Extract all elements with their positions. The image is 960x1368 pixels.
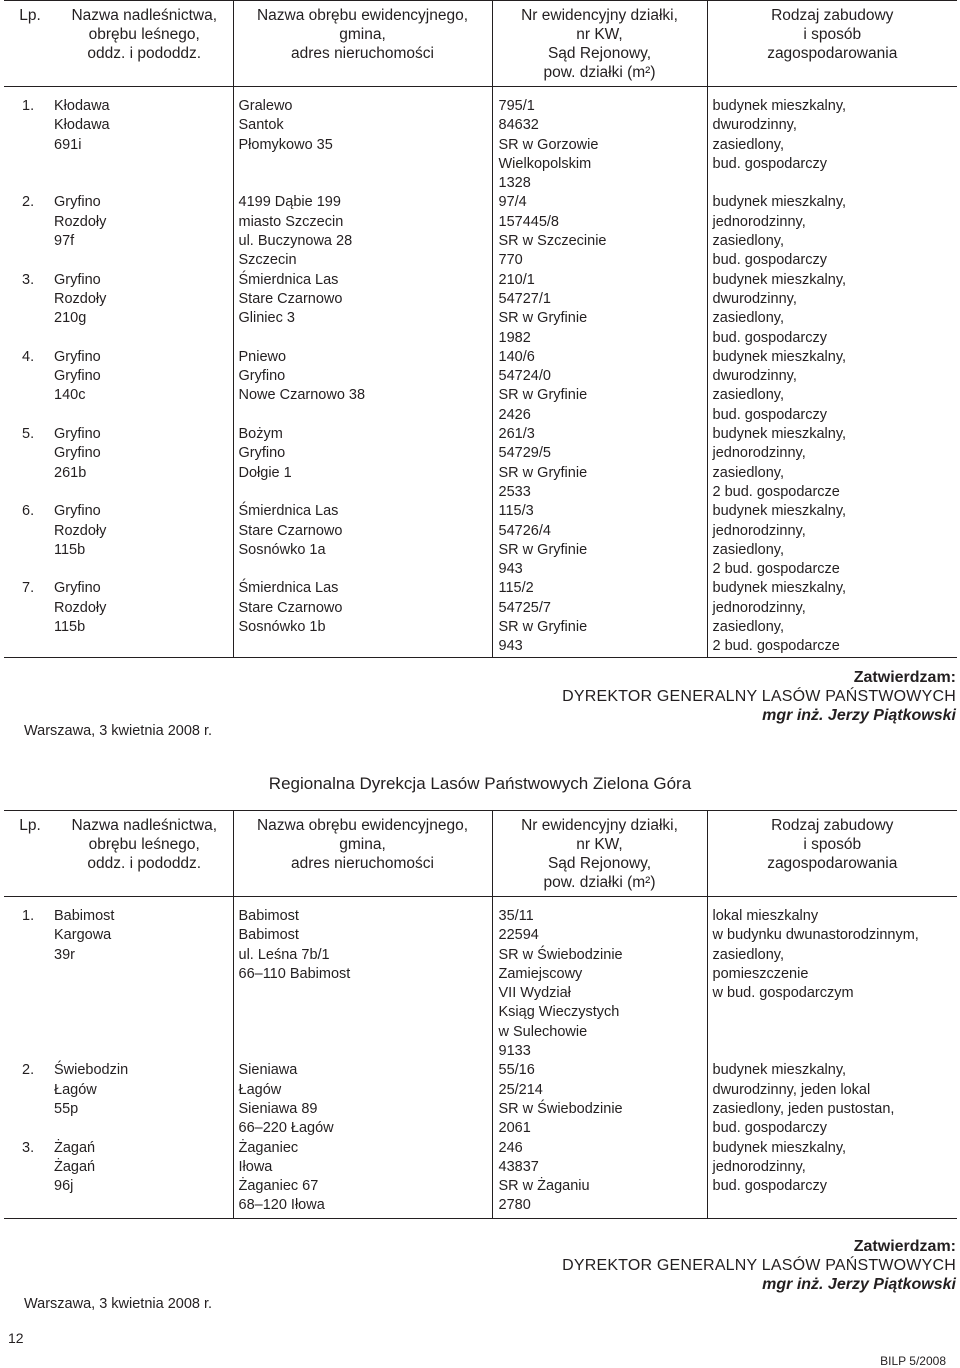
cell-line: Rozdoły: [54, 599, 107, 616]
cell-rodzaj-zabudowy: [707, 425, 957, 502]
row-number: 2.: [22, 1062, 35, 1079]
cell-line: Dołgie 1: [238, 464, 292, 481]
table-row: [4, 1061, 957, 1138]
table-row: [4, 502, 957, 579]
header-line: obrębu leśnego,: [88, 26, 200, 43]
cell-line: 115/3: [498, 503, 534, 520]
row-number: 2.: [22, 194, 35, 211]
cell-line: SR w Świebodzinie: [498, 1100, 623, 1117]
cell-lp: [4, 1139, 56, 1219]
cell-line: Sosnówko 1b: [238, 619, 326, 636]
header-line: pow. działki (m²): [543, 874, 656, 891]
date-place-1: Warszawa, 3 kwietnia 2008 r.: [24, 723, 213, 739]
cell-line: Żagań: [54, 1139, 96, 1156]
cell-line: pomieszczenie: [712, 965, 809, 982]
cell-line: SR w Gryfinie: [498, 619, 588, 636]
cell-line: Gryfino: [238, 368, 286, 385]
header-line: nr KW,: [576, 26, 623, 43]
cell-nadlesnictwo: [56, 897, 233, 1062]
cell-line: Bożym: [238, 426, 283, 443]
cell-lp: [4, 87, 56, 194]
header-line: Nr ewidencyjny działki,: [521, 817, 678, 834]
cell-line: jednorodzinny,: [712, 599, 806, 616]
cell-nadlesnictwo: [56, 87, 233, 194]
header-obreb: [233, 811, 492, 897]
row-number: 6.: [22, 503, 35, 520]
cell-line: budynek mieszkalny,: [712, 194, 847, 211]
property-table-1: [4, 0, 957, 658]
cell-line: zasiedlony,: [712, 310, 784, 327]
cell-nr-dzialki: [492, 271, 707, 348]
cell-line: miasto Szczecin: [238, 213, 344, 230]
cell-line: Śmierdnica Las: [238, 580, 339, 597]
cell-line: jednorodzinny,: [712, 522, 806, 539]
cell-line: SR w Gryfinie: [498, 464, 588, 481]
cell-line: ul. Leśna 7b/1: [238, 946, 330, 963]
cell-line: 54729/5: [498, 445, 551, 462]
cell-nr-dzialki: [492, 897, 707, 1062]
cell-obreb: [233, 271, 492, 348]
footer-issue: BILP 5/2008: [880, 1354, 946, 1368]
cell-line: zasiedlony,: [712, 233, 784, 250]
cell-nadlesnictwo: [56, 1139, 233, 1219]
cell-line: Łagów: [238, 1081, 282, 1098]
cell-line: 2780: [498, 1197, 531, 1214]
approval-signatory: mgr inż. Jerzy Piątkowski: [762, 707, 956, 724]
approval-block-1: [562, 668, 956, 725]
cell-line: Gryfino: [54, 445, 101, 462]
table-row: [4, 425, 957, 502]
cell-line: Stare Czarnowo: [238, 599, 343, 616]
header-line: Nazwa nadleśnictwa,: [71, 817, 218, 834]
cell-nr-dzialki: [492, 193, 707, 270]
cell-nr-dzialki: [492, 87, 707, 194]
cell-nadlesnictwo: [56, 425, 233, 502]
cell-line: budynek mieszkalny,: [712, 1139, 847, 1156]
cell-line: Gryfino: [238, 445, 286, 462]
cell-rodzaj-zabudowy: [707, 193, 957, 270]
cell-line: Iłowa: [238, 1158, 273, 1175]
header-obreb: [233, 1, 492, 87]
table-row: [4, 271, 957, 348]
cell-lp: [4, 425, 56, 502]
cell-line: Kłodawa: [54, 117, 110, 134]
cell-line: Płomykowo 35: [238, 136, 333, 153]
cell-line: Gryfino: [54, 348, 101, 365]
cell-nadlesnictwo: [56, 193, 233, 270]
cell-line: 66–220 Łagów: [238, 1120, 334, 1137]
approval-label: Zatwierdzam:: [853, 669, 956, 686]
header-line: zagospodarowania: [767, 855, 898, 872]
cell-line: bud. gospodarczy: [712, 329, 827, 346]
table-row: [4, 579, 957, 657]
cell-line: dwurodzinny,: [712, 290, 797, 307]
table-row: [4, 193, 957, 270]
cell-line: SR w Żaganiu: [498, 1178, 590, 1195]
cell-line: Santok: [238, 117, 284, 134]
cell-line: Gliniec 3: [238, 310, 295, 327]
header-lp: [4, 811, 56, 897]
cell-line: Kargowa: [54, 927, 112, 944]
cell-line: 261/3: [498, 426, 535, 443]
cell-line: 210g: [54, 310, 87, 327]
cell-line: Łagów: [54, 1081, 97, 1098]
cell-line: Gryfino: [54, 368, 101, 385]
header-line: i sposób: [803, 836, 862, 853]
cell-line: budynek mieszkalny,: [712, 98, 847, 114]
cell-lp: [4, 897, 56, 1062]
cell-obreb: [233, 87, 492, 194]
cell-line: Sosnówko 1a: [238, 541, 326, 558]
cell-line: 4199 Dąbie 199: [238, 194, 341, 211]
cell-line: SR w Świebodzinie: [498, 946, 623, 963]
cell-lp: [4, 271, 56, 348]
header-line: nr KW,: [576, 836, 623, 853]
cell-nadlesnictwo: [56, 348, 233, 425]
header-nadlesnictwo: [56, 811, 233, 897]
cell-obreb: [233, 502, 492, 579]
cell-nr-dzialki: [492, 348, 707, 425]
cell-line: 210/1: [498, 271, 535, 288]
header-line: Sąd Rejonowy,: [547, 45, 652, 62]
cell-obreb: [233, 193, 492, 270]
cell-line: Sieniawa 89: [238, 1100, 318, 1117]
cell-line: 43837: [498, 1158, 539, 1175]
header-rodzaj: [707, 811, 957, 897]
cell-nadlesnictwo: [56, 502, 233, 579]
cell-line: 115b: [54, 619, 86, 636]
cell-line: 770: [498, 252, 523, 269]
cell-line: 140c: [54, 387, 86, 404]
cell-line: SR w Gryfinie: [498, 310, 588, 327]
property-table-2: [4, 810, 957, 1219]
cell-line: 157445/8: [498, 213, 559, 230]
row-number: 1.: [22, 98, 35, 114]
cell-line: Gryfino: [54, 580, 101, 597]
cell-line: Zamiejscowy: [498, 965, 583, 982]
cell-line: 97f: [54, 233, 75, 250]
cell-line: ul. Buczynowa 28: [238, 233, 353, 250]
cell-rodzaj-zabudowy: [707, 897, 957, 1062]
header-nadlesnictwo: [56, 1, 233, 87]
cell-line: budynek mieszkalny,: [712, 1062, 847, 1079]
header-line: Rodzaj zabudowy: [771, 817, 894, 834]
cell-rodzaj-zabudowy: [707, 271, 957, 348]
cell-line: bud. gospodarczy: [712, 155, 827, 172]
cell-obreb: [233, 425, 492, 502]
cell-line: SR w Gryfinie: [498, 387, 588, 404]
cell-nr-dzialki: [492, 1061, 707, 1138]
header-nr: [492, 811, 707, 897]
row-number: 5.: [22, 426, 35, 443]
cell-line: w bud. gospodarczym: [712, 985, 854, 1002]
cell-line: SR w Gryfinie: [498, 541, 588, 558]
cell-line: zasiedlony,: [712, 464, 784, 481]
cell-line: 54726/4: [498, 522, 551, 539]
cell-rodzaj-zabudowy: [707, 348, 957, 425]
cell-line: 2 bud. gospodarcze: [712, 561, 840, 578]
cell-line: 68–120 Iłowa: [238, 1197, 325, 1214]
cell-line: Gryfino: [54, 271, 101, 288]
cell-nadlesnictwo: [56, 271, 233, 348]
cell-line: Sieniawa: [238, 1062, 298, 1079]
cell-line: zasiedlony,: [712, 136, 784, 153]
cell-line: 55p: [54, 1100, 79, 1117]
header-line: Nazwa obrębu ewidencyjnego,: [256, 817, 469, 834]
cell-line: 25/214: [498, 1081, 543, 1098]
cell-line: budynek mieszkalny,: [712, 503, 847, 520]
cell-line: 39r: [54, 946, 75, 963]
cell-line: 261b: [54, 464, 87, 481]
header-line: gmina,: [339, 26, 386, 43]
cell-obreb: [233, 1061, 492, 1138]
header-lp: [4, 1, 56, 87]
cell-line: 115b: [54, 541, 86, 558]
cell-line: Gryfino: [54, 194, 101, 211]
cell-line: budynek mieszkalny,: [712, 580, 847, 597]
cell-line: bud. gospodarczy: [712, 1120, 827, 1137]
date-place-2: Warszawa, 3 kwietnia 2008 r.: [24, 1296, 213, 1312]
page-number: 12: [8, 1330, 24, 1346]
approval-director: DYREKTOR GENERALNY LASÓW PAŃSTWOWYCH: [562, 688, 956, 705]
row-number: 3.: [22, 271, 35, 288]
row-number: 7.: [22, 580, 35, 597]
cell-lp: [4, 1061, 56, 1138]
cell-line: budynek mieszkalny,: [712, 426, 847, 443]
cell-lp: [4, 579, 56, 657]
cell-line: 84632: [498, 117, 539, 134]
cell-line: Rozdoły: [54, 213, 107, 230]
cell-line: Śmierdnica Las: [238, 271, 339, 288]
header-line: adres nieruchomości: [290, 855, 434, 872]
approval-block-2: [562, 1237, 956, 1294]
cell-line: Gralewo: [238, 98, 293, 114]
cell-obreb: [233, 348, 492, 425]
header-line: Rodzaj zabudowy: [771, 7, 894, 24]
cell-obreb: [233, 897, 492, 1062]
section-title: Regionalna Dyrekcja Lasów Państwowych Zielona Góra: [268, 774, 692, 793]
cell-line: 1982: [498, 329, 531, 346]
approval-signatory: mgr inż. Jerzy Piątkowski: [762, 1276, 956, 1293]
cell-line: w Sulechowie: [498, 1023, 588, 1040]
cell-line: 35/11: [498, 908, 534, 924]
header-line: Nr ewidencyjny działki,: [521, 7, 678, 24]
cell-line: 2 bud. gospodarcze: [712, 638, 840, 655]
cell-line: budynek mieszkalny,: [712, 271, 847, 288]
cell-line: Żagań: [54, 1158, 96, 1175]
cell-line: Nowe Czarnowo 38: [238, 387, 366, 404]
cell-line: zasiedlony,: [712, 946, 784, 963]
cell-rodzaj-zabudowy: [707, 87, 957, 194]
cell-rodzaj-zabudowy: [707, 502, 957, 579]
cell-rodzaj-zabudowy: [707, 1061, 957, 1138]
header-line: adres nieruchomości: [290, 45, 434, 62]
cell-line: Wielkopolskim: [498, 155, 592, 172]
cell-line: 943: [498, 561, 523, 578]
cell-line: Żaganiec 67: [238, 1178, 319, 1195]
header-line: Nazwa obrębu ewidencyjnego,: [256, 7, 469, 24]
cell-line: Stare Czarnowo: [238, 522, 343, 539]
cell-line: Szczecin: [238, 252, 297, 269]
cell-line: 22594: [498, 927, 539, 944]
cell-line: 66–110 Babimost: [238, 965, 351, 982]
cell-line: Babimost: [238, 908, 299, 924]
header-nr: [492, 1, 707, 87]
cell-line: Rozdoły: [54, 290, 107, 307]
cell-line: budynek mieszkalny,: [712, 348, 847, 365]
cell-line: Świebodzin: [54, 1062, 129, 1079]
cell-line: Kłodawa: [54, 98, 110, 114]
table-row: [4, 1139, 957, 1219]
row-number: 4.: [22, 348, 35, 365]
cell-line: jednorodzinny,: [712, 445, 806, 462]
approval-director: DYREKTOR GENERALNY LASÓW PAŃSTWOWYCH: [562, 1257, 956, 1274]
cell-line: VII Wydział: [498, 985, 571, 1002]
cell-line: Babimost: [54, 908, 115, 924]
cell-line: w budynku dwunastorodzinnym,: [712, 927, 919, 944]
cell-line: Babimost: [238, 927, 299, 944]
cell-line: 97/4: [498, 194, 527, 211]
cell-line: 691i: [54, 136, 82, 153]
cell-line: Gryfino: [54, 426, 101, 443]
cell-line: 9133: [498, 1043, 531, 1060]
cell-line: 2061: [498, 1120, 531, 1137]
header-line: gmina,: [339, 836, 386, 853]
cell-line: Ksiąg Wieczystych: [498, 1004, 620, 1021]
cell-line: zasiedlony,: [712, 619, 784, 636]
header-line: oddz. i pododdz.: [87, 855, 202, 872]
cell-line: 55/16: [498, 1062, 535, 1079]
cell-line: dwurodzinny,: [712, 368, 797, 385]
cell-line: 54725/7: [498, 599, 551, 616]
cell-line: 96j: [54, 1178, 74, 1195]
header-rodzaj: [707, 1, 957, 87]
cell-line: 2 bud. gospodarcze: [712, 483, 840, 500]
cell-nr-dzialki: [492, 1139, 707, 1219]
cell-line: Rozdoły: [54, 522, 107, 539]
cell-line: SR w Szczecinie: [498, 233, 607, 250]
cell-line: 54724/0: [498, 368, 551, 385]
cell-line: bud. gospodarczy: [712, 1178, 827, 1195]
cell-line: 2533: [498, 483, 531, 500]
row-number: 1.: [22, 908, 35, 924]
cell-nr-dzialki: [492, 425, 707, 502]
cell-line: Żaganiec: [238, 1139, 299, 1156]
cell-line: zasiedlony,: [712, 541, 784, 558]
cell-lp: [4, 502, 56, 579]
header-line: Lp.: [19, 817, 41, 834]
approval-label: Zatwierdzam:: [853, 1238, 956, 1255]
cell-line: 943: [498, 638, 523, 655]
cell-lp: [4, 193, 56, 270]
cell-line: Gryfino: [54, 503, 101, 520]
cell-line: jednorodzinny,: [712, 213, 806, 230]
cell-nadlesnictwo: [56, 579, 233, 657]
cell-obreb: [233, 1139, 492, 1219]
cell-line: dwurodzinny,: [712, 117, 797, 134]
cell-line: 1328: [498, 175, 531, 192]
cell-nadlesnictwo: [56, 1061, 233, 1138]
cell-line: 246: [498, 1139, 523, 1156]
cell-line: Stare Czarnowo: [238, 290, 343, 307]
cell-obreb: [233, 579, 492, 657]
cell-line: lokal mieszkalny: [712, 908, 819, 924]
cell-line: bud. gospodarczy: [712, 252, 827, 269]
cell-rodzaj-zabudowy: [707, 579, 957, 657]
cell-nr-dzialki: [492, 579, 707, 657]
cell-rodzaj-zabudowy: [707, 1139, 957, 1219]
cell-lp: [4, 348, 56, 425]
cell-nr-dzialki: [492, 502, 707, 579]
cell-line: 2426: [498, 406, 531, 423]
cell-line: 795/1: [498, 98, 535, 114]
cell-line: bud. gospodarczy: [712, 406, 827, 423]
header-line: Sąd Rejonowy,: [547, 855, 652, 872]
cell-line: 115/2: [498, 580, 534, 597]
row-number: 3.: [22, 1139, 35, 1156]
header-line: pow. działki (m²): [543, 64, 656, 81]
header-line: Nazwa nadleśnictwa,: [71, 7, 218, 24]
header-line: i sposób: [803, 26, 862, 43]
cell-line: 140/6: [498, 348, 535, 365]
table-row: [4, 87, 957, 194]
cell-line: dwurodzinny, jeden lokal: [712, 1081, 871, 1098]
table-row: [4, 348, 957, 425]
header-line: zagospodarowania: [767, 45, 898, 62]
cell-line: jednorodzinny,: [712, 1158, 806, 1175]
cell-line: Śmierdnica Las: [238, 503, 339, 520]
cell-line: Pniewo: [238, 348, 287, 365]
cell-line: zasiedlony,: [712, 387, 784, 404]
cell-line: zasiedlony, jeden pustostan,: [712, 1100, 895, 1117]
header-line: oddz. i pododdz.: [87, 45, 202, 62]
header-line: Lp.: [19, 7, 41, 24]
table-row: [4, 897, 957, 1062]
header-line: obrębu leśnego,: [88, 836, 200, 853]
cell-line: 54727/1: [498, 290, 551, 307]
cell-line: SR w Gorzowie: [498, 136, 599, 153]
